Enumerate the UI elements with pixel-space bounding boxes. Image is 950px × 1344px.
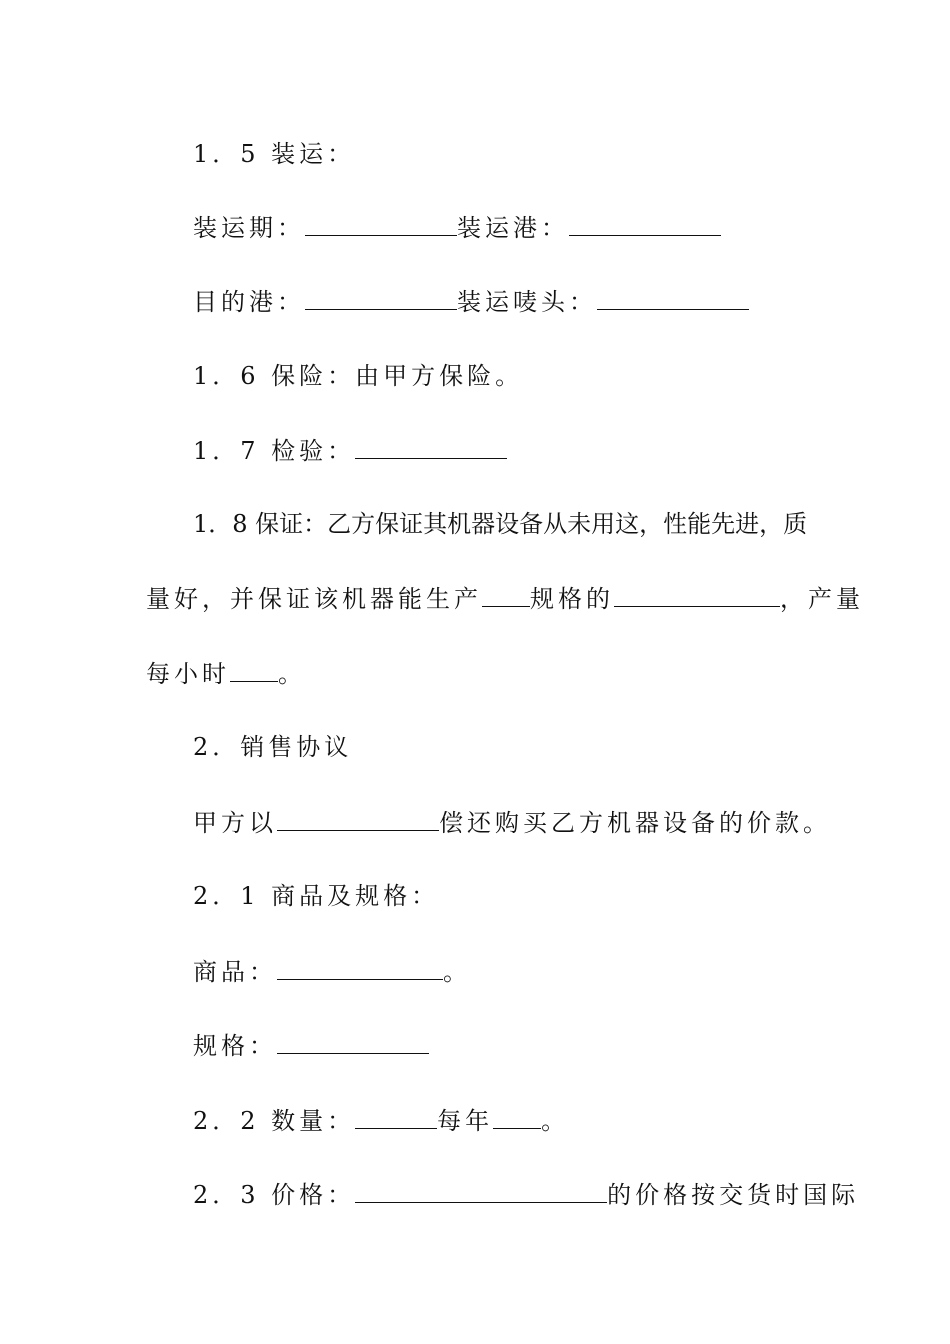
shipment-period-port-line (193, 211, 721, 244)
product-blank[interactable] (614, 582, 780, 607)
shipment-port-label: 装运港： (457, 214, 569, 242)
clause-1-7-inspection (193, 434, 507, 467)
shipping-marks-blank[interactable] (597, 285, 749, 310)
specification-line (193, 1029, 429, 1062)
shipping-marks-label: 装运唛头： (457, 288, 597, 316)
destination-port-blank[interactable] (305, 285, 457, 310)
payment-text-part: 偿还购买乙方机器设备的价款。 (439, 809, 831, 837)
guarantee-text-part: 规格的 (530, 585, 614, 613)
shipment-period-label: 装运期： (193, 214, 305, 242)
guarantee-continuation-line (146, 582, 864, 615)
hourly-output-label: 每小时 (146, 660, 230, 688)
inspection-label: 1．7 检验： (193, 437, 356, 465)
commodity-label: 商品： (193, 958, 277, 986)
specification-label: 规格： (193, 1032, 277, 1060)
clause-text: 2．1 商品及规格： (193, 882, 440, 910)
shipment-port-blank[interactable] (569, 211, 721, 236)
section-title: 2．销售协议 (193, 733, 353, 761)
specification-blank[interactable] (277, 1029, 429, 1054)
payment-goods-blank[interactable] (277, 806, 439, 831)
inspection-blank[interactable] (355, 434, 507, 459)
clause-1-8-guarantee (193, 508, 808, 540)
period-mark: 。 (443, 958, 471, 986)
price-text-part: 的价格按交货时国际 (607, 1181, 860, 1209)
price-blank[interactable] (355, 1178, 607, 1203)
clause-2-2-quantity (193, 1104, 569, 1137)
payment-method-line (193, 806, 831, 839)
quantity-label: 2．2 数量： (193, 1107, 356, 1135)
shipment-period-blank[interactable] (305, 211, 457, 236)
clause-text: 1．6 保险：由甲方保险。 (193, 362, 524, 390)
clause-1-6-insurance (193, 360, 523, 392)
clause-2-3-price (193, 1178, 859, 1211)
price-label: 2．3 价格： (193, 1181, 356, 1209)
commodity-line (193, 955, 471, 988)
destination-marks-line (193, 285, 749, 318)
clause-1-5-heading (193, 138, 355, 170)
commodity-blank[interactable] (277, 955, 443, 980)
annual-quantity-blank[interactable] (493, 1104, 541, 1129)
clause-2-1-heading (193, 880, 439, 912)
spec-blank[interactable] (482, 582, 530, 607)
period-mark: 。 (541, 1107, 570, 1135)
per-year-label: 每年 (437, 1107, 494, 1135)
clause-text: 1．5 装运： (193, 140, 356, 168)
quantity-blank[interactable] (355, 1104, 437, 1129)
section-2-heading (193, 731, 352, 763)
destination-port-label: 目的港： (193, 288, 305, 316)
payment-text-part: 甲方以 (193, 809, 277, 837)
clause-text: 1．8 保证：乙方保证其机器设备从未用这，性能先进，质 (193, 510, 808, 538)
hourly-output-line (146, 657, 306, 690)
guarantee-text-part: ，产量 (780, 585, 864, 613)
guarantee-text-part: 量好，并保证该机器能生产 (146, 585, 482, 613)
period-mark: 。 (278, 660, 306, 688)
hourly-output-blank[interactable] (230, 657, 278, 682)
